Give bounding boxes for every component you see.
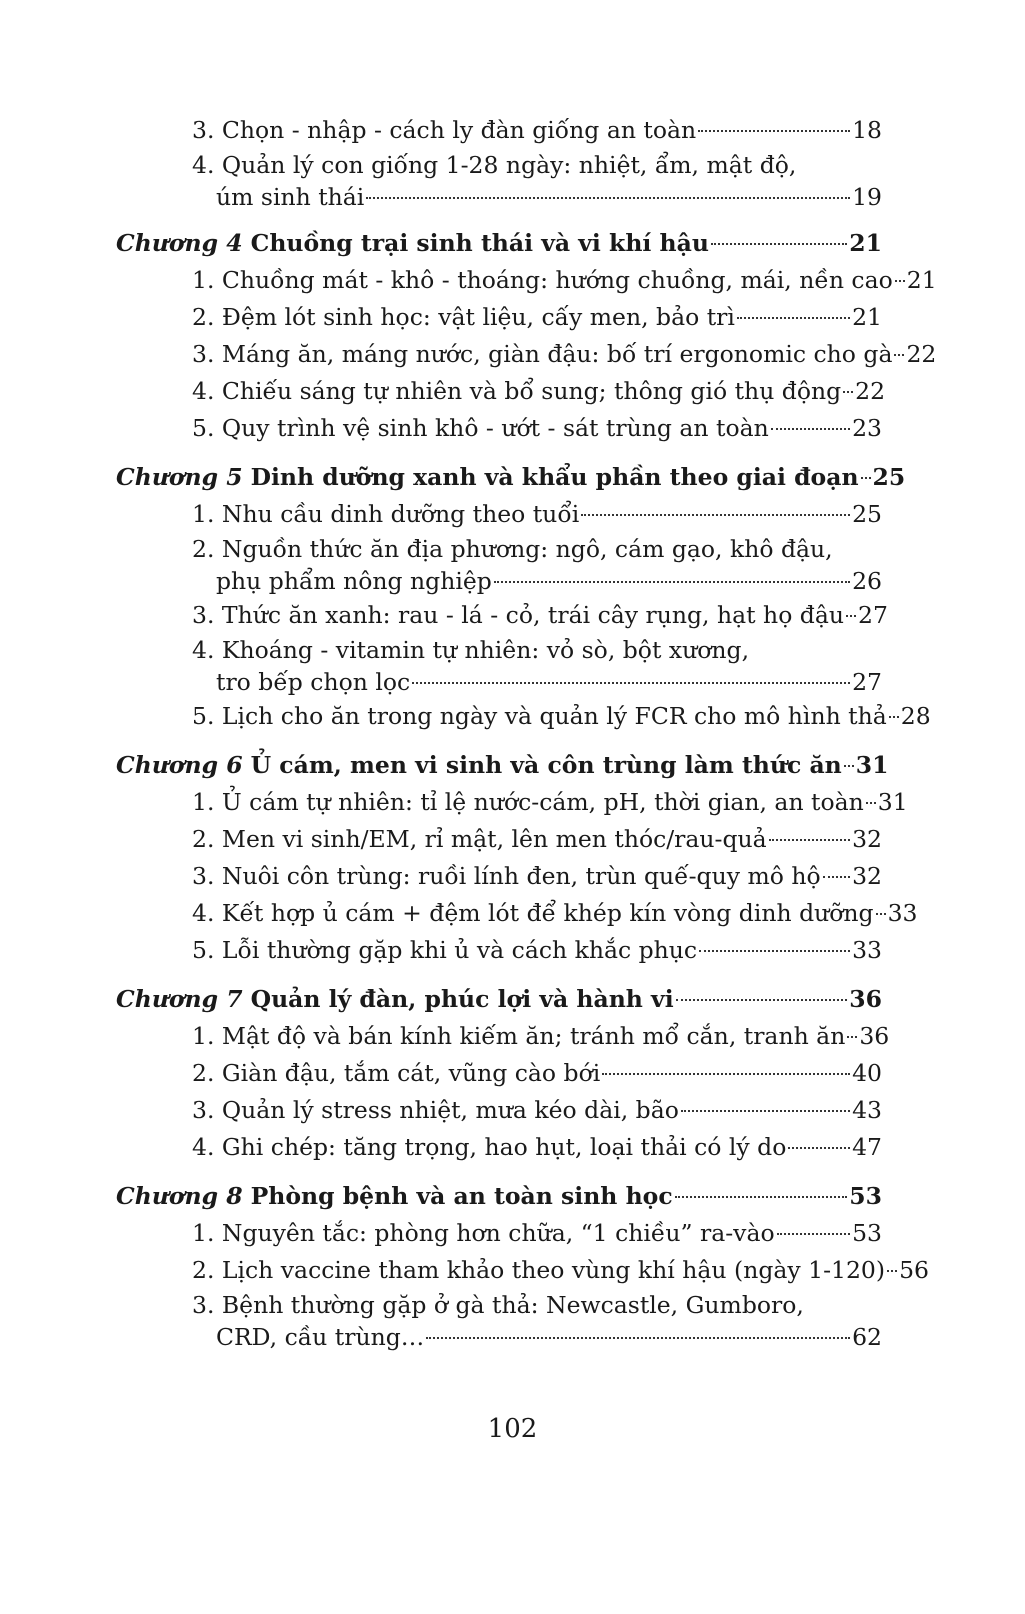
toc-entry-title: 3. Chọn - nhập - cách ly đàn giống an toàn xyxy=(192,116,697,144)
chapter-number: Chương 8 xyxy=(116,1182,243,1210)
toc-entry-title: 5. Lỗi thường gặp khi ủ và cách khắc phục xyxy=(192,936,698,964)
toc-entry-title: 5. Lịch cho ăn trong ngày và quản lý FCR cho mô hình thả xyxy=(192,702,887,730)
toc-entry-title: 1. Chuồng mát - khô - thoáng: hướng chuồng, mái, nền cao xyxy=(192,266,893,294)
toc-entry-title: 4. Chiếu sáng tự nhiên và bổ sung; thông gió thụ động xyxy=(192,377,842,405)
chapter-page: 53 xyxy=(849,1182,882,1210)
chapter-number: Chương 5 xyxy=(116,463,243,491)
toc-entry-page: 23 xyxy=(852,414,882,442)
table-of-contents xyxy=(116,112,937,1353)
toc-entry-title: 2. Giàn đậu, tắm cát, vũng cào bới xyxy=(192,1059,601,1087)
toc-entry-page: 56 xyxy=(899,1256,929,1284)
toc-entry[interactable] xyxy=(116,112,882,149)
toc-entry[interactable] xyxy=(116,895,918,932)
toc-entry-page: 53 xyxy=(852,1219,882,1247)
toc-entry[interactable] xyxy=(116,1321,882,1353)
toc-entry[interactable] xyxy=(116,1252,929,1289)
leader-dots xyxy=(861,477,871,479)
leader-dots xyxy=(699,950,850,952)
toc-entry-title-cont: phụ phẩm nông nghiệp xyxy=(216,567,492,595)
toc-entry-page: 43 xyxy=(852,1096,882,1124)
toc-entry[interactable] xyxy=(116,410,882,447)
leader-dots xyxy=(843,391,853,393)
toc-entry-title: 4. Kết hợp ủ cám + đệm lót để khép kín vòng dinh dưỡng xyxy=(192,899,874,927)
toc-entry-page: 28 xyxy=(900,702,931,730)
leader-dots xyxy=(847,1036,857,1038)
leader-dots xyxy=(681,1110,850,1112)
chapter-number: Chương 4 xyxy=(116,229,243,257)
toc-entry[interactable] xyxy=(116,858,882,895)
toc-entry-page: 27 xyxy=(852,668,882,696)
toc-entry-title: 1. Nguyên tắc: phòng hơn chữa, “1 chiều” ra-vào xyxy=(192,1219,775,1247)
toc-entry-title: 1. Ủ cám tự nhiên: tỉ lệ nước-cám, pH, thời gian, an toàn xyxy=(192,788,864,816)
toc-entry-title[interactable]: 2. Nguồn thức ăn địa phương: ngô, cám gạo, khô đậu, xyxy=(192,535,833,563)
chapter-title: Phòng bệnh và an toàn sinh học xyxy=(250,1182,673,1210)
toc-entry[interactable] xyxy=(116,1215,882,1252)
toc-entry-page: 21 xyxy=(906,266,937,294)
toc-entry-page: 21 xyxy=(852,303,882,331)
leader-dots xyxy=(412,682,850,684)
toc-entry-title[interactable]: 4. Khoáng - vitamin tự nhiên: vỏ sò, bột xương, xyxy=(192,636,750,664)
toc-entry[interactable] xyxy=(116,262,937,299)
toc-entry-title-cont: tro bếp chọn lọc xyxy=(216,668,411,696)
leader-dots xyxy=(889,716,899,718)
chapter-number: Chương 7 xyxy=(116,985,243,1013)
leader-dots xyxy=(698,130,850,132)
chapter-heading[interactable] xyxy=(116,1178,882,1215)
toc-entry-page: 33 xyxy=(887,899,918,927)
toc-entry-page: 40 xyxy=(852,1059,882,1087)
toc-entry-title-cont: CRD, cầu trùng… xyxy=(216,1323,425,1351)
toc-entry[interactable] xyxy=(116,597,888,634)
chapter-title: Dinh dưỡng xanh và khẩu phần theo giai đoạn xyxy=(250,463,859,491)
leader-dots xyxy=(777,1233,850,1235)
toc-entry[interactable] xyxy=(116,496,882,533)
toc-entry-title: 3. Thức ăn xanh: rau - lá - cỏ, trái cây rụng, hạt họ đậu xyxy=(192,601,844,629)
chapter-page: 25 xyxy=(872,463,906,491)
toc-entry[interactable] xyxy=(116,373,886,410)
toc-entry[interactable] xyxy=(116,565,882,597)
toc-entry-page: 32 xyxy=(852,825,882,853)
toc-entry-page: 26 xyxy=(852,567,882,595)
toc-entry-title: 3. Máng ăn, máng nước, giàn đậu: bố trí ergonomic cho gà xyxy=(192,340,893,368)
leader-dots xyxy=(895,280,905,282)
leader-dots xyxy=(737,317,850,319)
chapter-heading[interactable] xyxy=(116,225,882,262)
toc-entry-title[interactable]: 3. Bệnh thường gặp ở gà thả: Newcastle, Gumboro, xyxy=(192,1291,804,1319)
toc-entry-title-cont: úm sinh thái xyxy=(216,183,365,211)
chapter-heading[interactable] xyxy=(116,981,882,1018)
toc-entry[interactable] xyxy=(116,1018,890,1055)
toc-entry[interactable] xyxy=(116,336,937,373)
toc-entry-title[interactable]: 4. Quản lý con giống 1-28 ngày: nhiệt, ẩm, mật độ, xyxy=(192,151,797,179)
leader-dots xyxy=(894,354,904,356)
chapter-page: 31 xyxy=(855,751,889,779)
leader-dots xyxy=(581,514,850,516)
toc-entry-page: 19 xyxy=(852,183,882,211)
toc-entry[interactable] xyxy=(116,698,931,735)
toc-entry-page: 25 xyxy=(852,500,882,528)
toc-entry-page: 31 xyxy=(877,788,908,816)
leader-dots xyxy=(426,1337,850,1339)
leader-dots xyxy=(602,1073,850,1075)
leader-dots xyxy=(769,839,850,841)
leader-dots xyxy=(788,1147,850,1149)
toc-entry-page: 33 xyxy=(852,936,882,964)
leader-dots xyxy=(771,428,850,430)
chapter-heading[interactable] xyxy=(116,747,889,784)
toc-entry-page: 18 xyxy=(852,116,882,144)
toc-entry-title: 3. Nuôi côn trùng: ruồi lính đen, trùn quế-quy mô hộ xyxy=(192,862,821,890)
toc-entry-page: 27 xyxy=(858,601,888,629)
toc-entry-title: 2. Men vi sinh/EM, rỉ mật, lên men thóc/rau-quả xyxy=(192,825,767,853)
leader-dots xyxy=(711,243,847,245)
toc-entry[interactable] xyxy=(116,666,882,698)
toc-entry[interactable] xyxy=(116,784,908,821)
toc-entry[interactable] xyxy=(116,1129,882,1166)
toc-entry[interactable] xyxy=(116,1092,882,1129)
leader-dots xyxy=(846,615,856,617)
toc-entry-title: 1. Mật độ và bán kính kiếm ăn; tránh mổ cắn, tranh ăn xyxy=(192,1022,846,1050)
toc-entry[interactable] xyxy=(116,299,882,336)
toc-entry[interactable] xyxy=(116,1055,882,1092)
leader-dots xyxy=(844,765,854,767)
page-number: 102 xyxy=(487,1414,538,1444)
chapter-number: Chương 6 xyxy=(116,751,243,779)
leader-dots xyxy=(866,802,876,804)
leader-dots xyxy=(876,913,886,915)
leader-dots xyxy=(887,1270,897,1272)
chapter-heading[interactable] xyxy=(116,459,906,496)
toc-entry[interactable] xyxy=(116,821,882,858)
toc-entry[interactable] xyxy=(116,932,882,969)
toc-entry-page: 62 xyxy=(852,1323,882,1351)
toc-entry-title: 1. Nhu cầu dinh dưỡng theo tuổi xyxy=(192,500,580,528)
toc-entry-page: 22 xyxy=(855,377,886,405)
chapter-title: Quản lý đàn, phúc lợi và hành vi xyxy=(250,985,674,1013)
toc-entry-page: 22 xyxy=(906,340,937,368)
toc-entry[interactable] xyxy=(116,181,882,213)
chapter-title: Chuồng trại sinh thái và vi khí hậu xyxy=(250,229,709,257)
toc-entry-page: 32 xyxy=(852,862,882,890)
toc-entry-title: 2. Đệm lót sinh học: vật liệu, cấy men, bảo trì xyxy=(192,303,735,331)
leader-dots xyxy=(823,876,850,878)
toc-entry-title: 5. Quy trình vệ sinh khô - ướt - sát trùng an toàn xyxy=(192,414,769,442)
toc-entry-title: 4. Ghi chép: tăng trọng, hao hụt, loại thải có lý do xyxy=(192,1133,787,1161)
toc-entry-title: 2. Lịch vaccine tham khảo theo vùng khí hậu (ngày 1-120) xyxy=(192,1256,886,1284)
chapter-page: 21 xyxy=(849,229,882,257)
chapter-page: 36 xyxy=(849,985,882,1013)
leader-dots xyxy=(676,999,848,1001)
toc-entry-page: 47 xyxy=(852,1133,882,1161)
chapter-title: Ủ cám, men vi sinh và côn trùng làm thức ăn xyxy=(250,751,842,779)
leader-dots xyxy=(494,581,850,583)
leader-dots xyxy=(675,1196,848,1198)
toc-entry-page: 36 xyxy=(859,1022,890,1050)
toc-entry-title: 3. Quản lý stress nhiệt, mưa kéo dài, bão xyxy=(192,1096,679,1124)
leader-dots xyxy=(366,197,850,199)
